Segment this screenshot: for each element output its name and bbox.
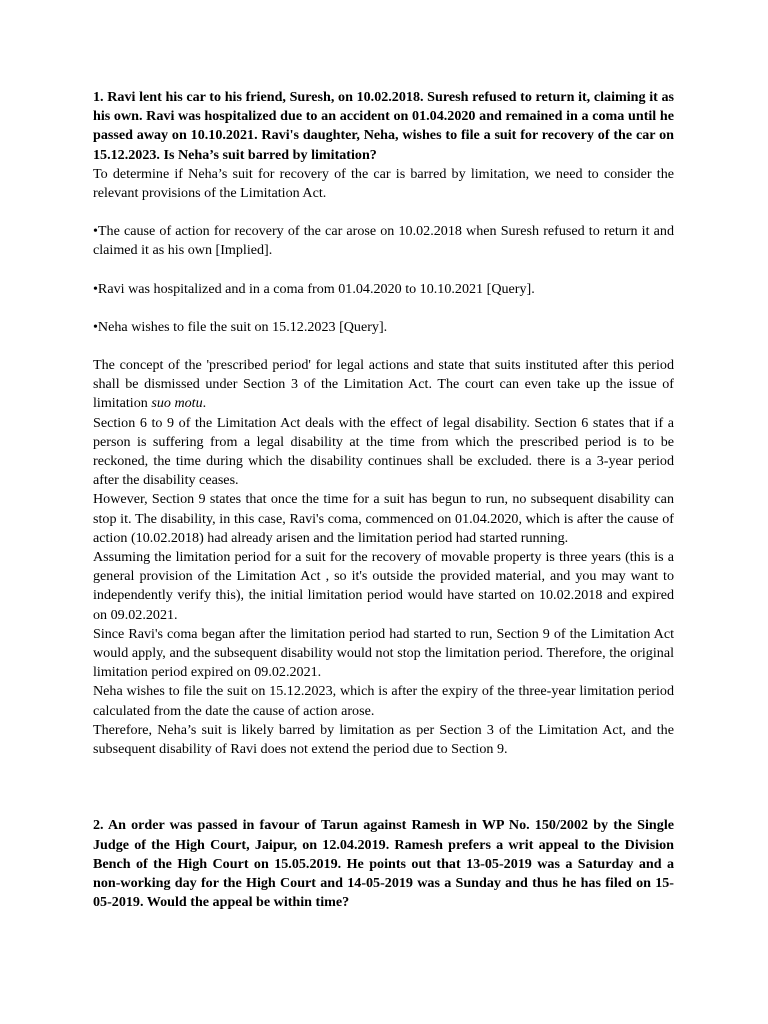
paragraph-conclusion: Therefore, Neha’s suit is likely barred by limitation as per Section 3 of the Limitation Act, and the subsequent disability of Ravi does not extend the period due to Section 9. — [93, 721, 674, 758]
bullet-coma-period: •Ravi was hospitalized and in a coma from 01.04.2020 to 10.10.2021 [Query]. — [93, 280, 535, 297]
paragraph-coma-analysis: Since Ravi's coma began after the limitation period had started to run, Section 9 of the Limitation Act would apply, and the subsequent disability would not stop the limitation period. Therefore, the original limitation period expired on 09.02.2021. — [93, 625, 674, 681]
document-page — [93, 88, 674, 912]
answer-intro: To determine if Neha’s suit for recovery of the car is barred by limitation, we need to consider the relevant provisions of the Limitation Act. — [93, 165, 674, 202]
paragraph-section-3: The concept of the 'prescribed period' for legal actions and state that suits instituted after this period shall be dismissed under Section 3 of the Limitation Act. The court can even take up the issue of limitation suo motu. — [93, 357, 674, 412]
question-2: 2. An order was passed in favour of Tarun against Ramesh in WP No. 150/2002 by the Single Judge of the High Court, Jaipur, on 12.04.2019. Ramesh prefers a writ appeal to the Division Bench of the High Court on 15.05.2019. He points out that 13-05-2019 was a Saturday and a non-working day for the High Court and 14-05-2019 was a Sunday and thus he has filed on 15-05-2019. Would the appeal be within time? — [93, 817, 674, 911]
bullet-filing-date: •Neha wishes to file the suit on 15.12.2023 [Query]. — [93, 318, 388, 335]
paragraph-section-9: However, Section 9 states that once the time for a suit has begun to run, no subsequent disability can stop it. The disability, in this case, Ravi's coma, commenced on 01.04.2020, which is after the cause of action (10.02.2018) had already arisen and the limitation period had started running. — [93, 491, 674, 546]
paragraph-filing-analysis: Neha wishes to file the suit on 15.12.2023, which is after the expiry of the three-year limitation period calculated from the date the cause of action arose. — [93, 683, 674, 719]
bullet-cause-of-action: •The cause of action for recovery of the car arose on 10.02.2018 when Suresh refused to return it and claimed it as his own [Implied]. — [93, 223, 674, 259]
paragraph-section-6: Section 6 to 9 of the Limitation Act deals with the effect of legal disability. Section 6 states that if a person is suffering from a legal disability at the time from which the prescribed period is to be reckoned, the time during which the disability continues shall be excluded. there is a 3-year period after the disability ceases. — [93, 414, 674, 489]
question-1: 1. Ravi lent his car to his friend, Suresh, on 10.02.2018. Suresh refused to return it, claiming it as his own. Ravi was hospitalized due to an accident on 01.04.2020 and remained in a coma until he passed away on 10.10.2021. Ravi's daughter, Neha, wishes to file a suit for recovery of the car on 15.12.2023. Is Neha’s suit barred by limitation? — [93, 89, 674, 163]
paragraph-limitation-period: Assuming the limitation period for a suit for the recovery of movable property is three years (this is a general provision of the Limitation Act , so it's outside the provided material, and you may want to independently verify this), the initial limitation period would have started on 10.02.2018 and expired on 09.02.2021. — [93, 549, 674, 623]
